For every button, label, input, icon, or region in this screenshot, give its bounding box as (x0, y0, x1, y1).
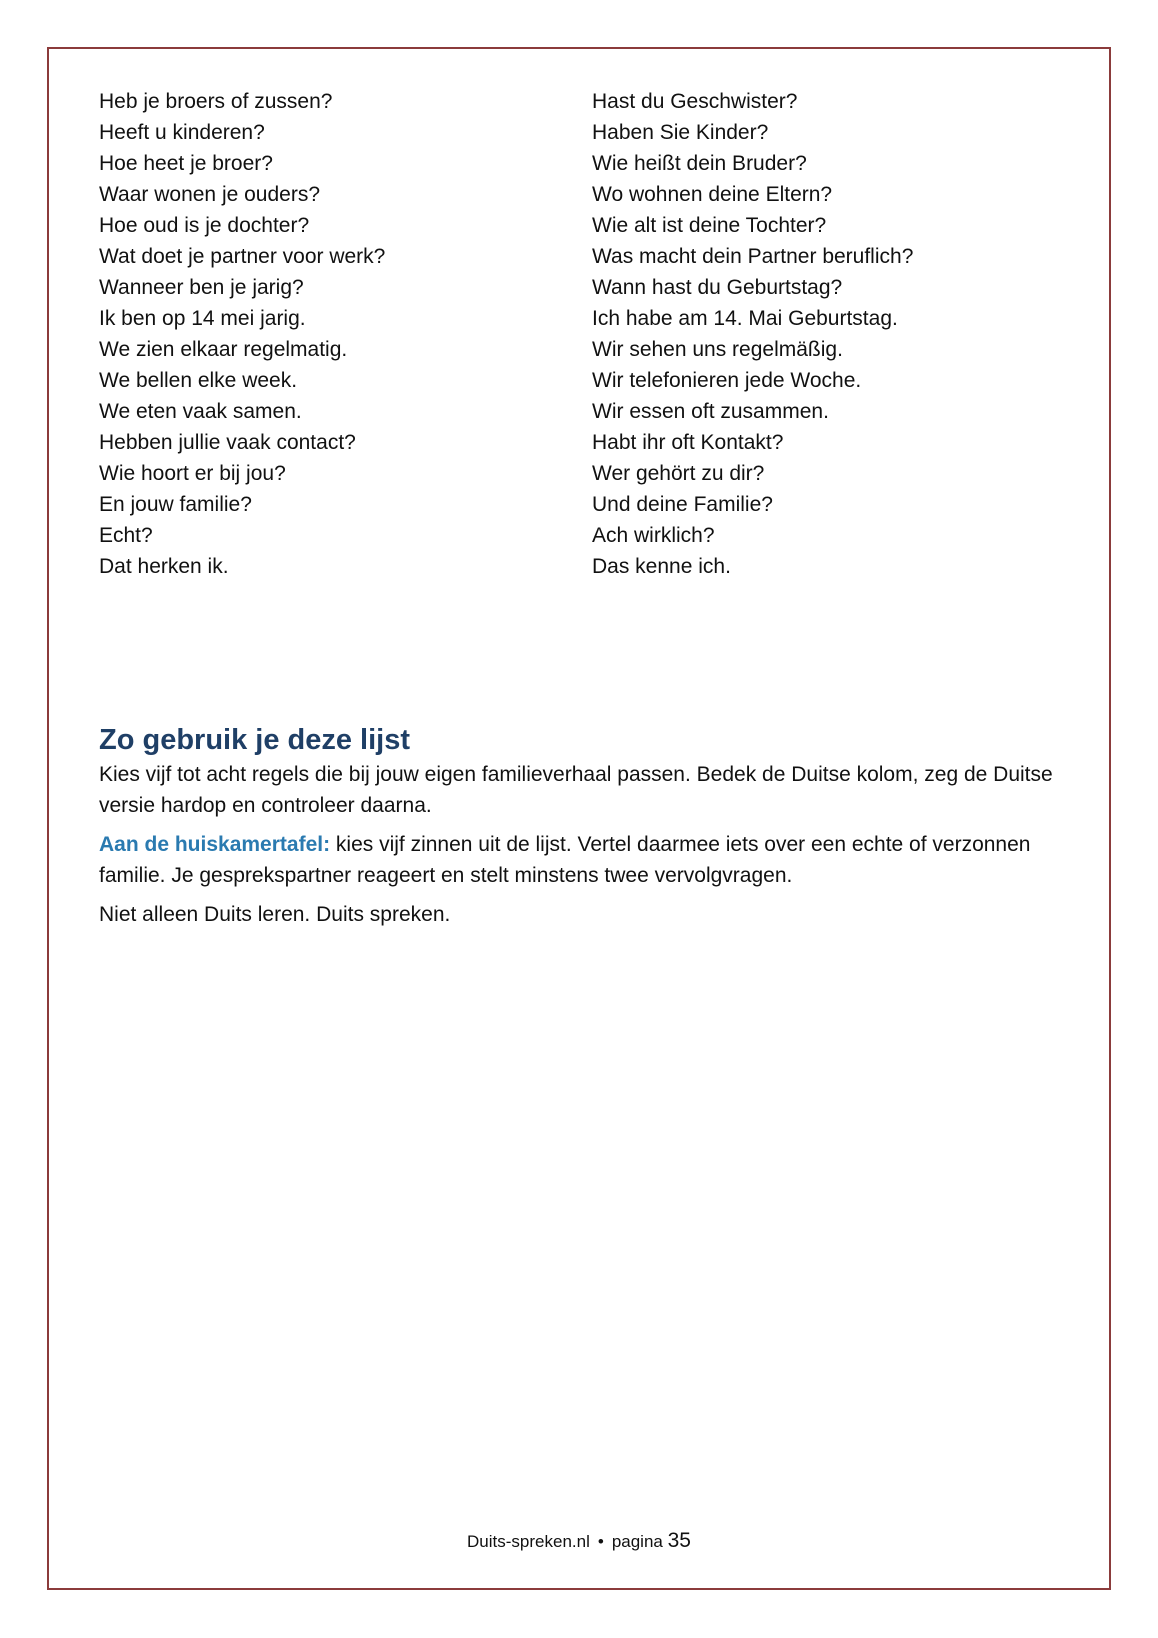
usage-instructions: Kies vijf tot acht regels die bij jouw eigen familieverhaal passen. Bedek de Duitse kolom, zeg de Duitse versie hardop en controleer daarna. (99, 763, 1053, 817)
phrase-german: Das kenne ich. (592, 554, 731, 578)
phrase-german: Wer gehört zu dir? (592, 461, 765, 485)
phrase-dutch: En jouw familie? (99, 492, 252, 516)
phrase-dutch: Ik ben op 14 mei jarig. (99, 306, 306, 330)
phrase-row (99, 117, 1059, 148)
phrase-german: Ich habe am 14. Mai Geburtstag. (592, 306, 898, 330)
footer-page-number: 35 (667, 1529, 691, 1552)
footer-site: Duits-spreken.nl (467, 1532, 590, 1551)
phrase-dutch: Hoe heet je broer? (99, 151, 273, 175)
phrase-german: Wir sehen uns regelmäßig. (592, 337, 843, 361)
phrase-dutch: Wie hoort er bij jou? (99, 461, 286, 485)
phrase-row (99, 427, 1059, 458)
phrase-german: Wir telefonieren jede Woche. (592, 368, 862, 392)
phrase-german: Wir essen oft zusammen. (592, 399, 829, 423)
usage-exercise (99, 829, 1069, 891)
phrase-dutch: Heeft u kinderen? (99, 120, 265, 144)
phrase-german: Haben Sie Kinder? (592, 120, 769, 144)
footer-page-label: pagina (611, 1532, 663, 1551)
phrase-row (99, 520, 1059, 551)
phrase-dutch: Dat herken ik. (99, 554, 229, 578)
phrase-german: Wie heißt dein Bruder? (592, 151, 807, 175)
usage-slogan: Niet alleen Duits leren. Duits spreken. (99, 903, 451, 926)
page-footer (0, 1529, 1158, 1553)
phrase-dutch: We bellen elke week. (99, 368, 298, 392)
phrase-german: Habt ihr oft Kontakt? (592, 430, 784, 454)
phrase-row (99, 241, 1059, 272)
phrase-german: Wo wohnen deine Eltern? (592, 182, 833, 206)
phrase-dutch: Heb je broers of zussen? (99, 89, 333, 113)
footer-bullet: • (597, 1532, 604, 1551)
phrase-row (99, 303, 1059, 334)
phrase-dutch: Waar wonen je ouders? (99, 182, 321, 206)
phrase-dutch: We zien elkaar regelmatig. (99, 337, 348, 361)
exercise-text: kies vijf zinnen uit de lijst. Vertel daarmee iets over een echte of verzonnen familie. Je gesprekspartner reageert en stelt minstens twee vervolgvragen. (99, 833, 1031, 887)
phrase-german: Was macht dein Partner beruflich? (592, 244, 914, 268)
phrase-row (99, 210, 1059, 241)
phrase-dutch: Wanneer ben je jarig? (99, 275, 304, 299)
usage-heading: Zo gebruik je deze lijst (99, 724, 411, 756)
phrase-german: Hast du Geschwister? (592, 89, 798, 113)
phrase-row (99, 551, 1059, 582)
phrase-row (99, 334, 1059, 365)
phrase-row (99, 365, 1059, 396)
phrase-dutch: Hoe oud is je dochter? (99, 213, 310, 237)
phrase-german: Ach wirklich? (592, 523, 715, 547)
phrase-row (99, 396, 1059, 427)
phrase-dutch: Hebben jullie vaak contact? (99, 430, 356, 454)
phrase-row (99, 489, 1059, 520)
usage-section (99, 721, 1069, 938)
phrase-row (99, 458, 1059, 489)
phrase-dutch: Echt? (99, 523, 153, 547)
phrase-row (99, 148, 1059, 179)
phrase-german: Wie alt ist deine Tochter? (592, 213, 827, 237)
phrase-dutch: Wat doet je partner voor werk? (99, 244, 386, 268)
phrase-dutch: We eten vaak samen. (99, 399, 302, 423)
phrase-row (99, 272, 1059, 303)
phrase-row (99, 86, 1059, 117)
phrase-german: Und deine Familie? (592, 492, 773, 516)
phrase-german: Wann hast du Geburtstag? (592, 275, 843, 299)
phrase-row (99, 179, 1059, 210)
phrase-table (99, 86, 1059, 582)
exercise-label: Aan de huiskamertafel: (99, 833, 331, 856)
